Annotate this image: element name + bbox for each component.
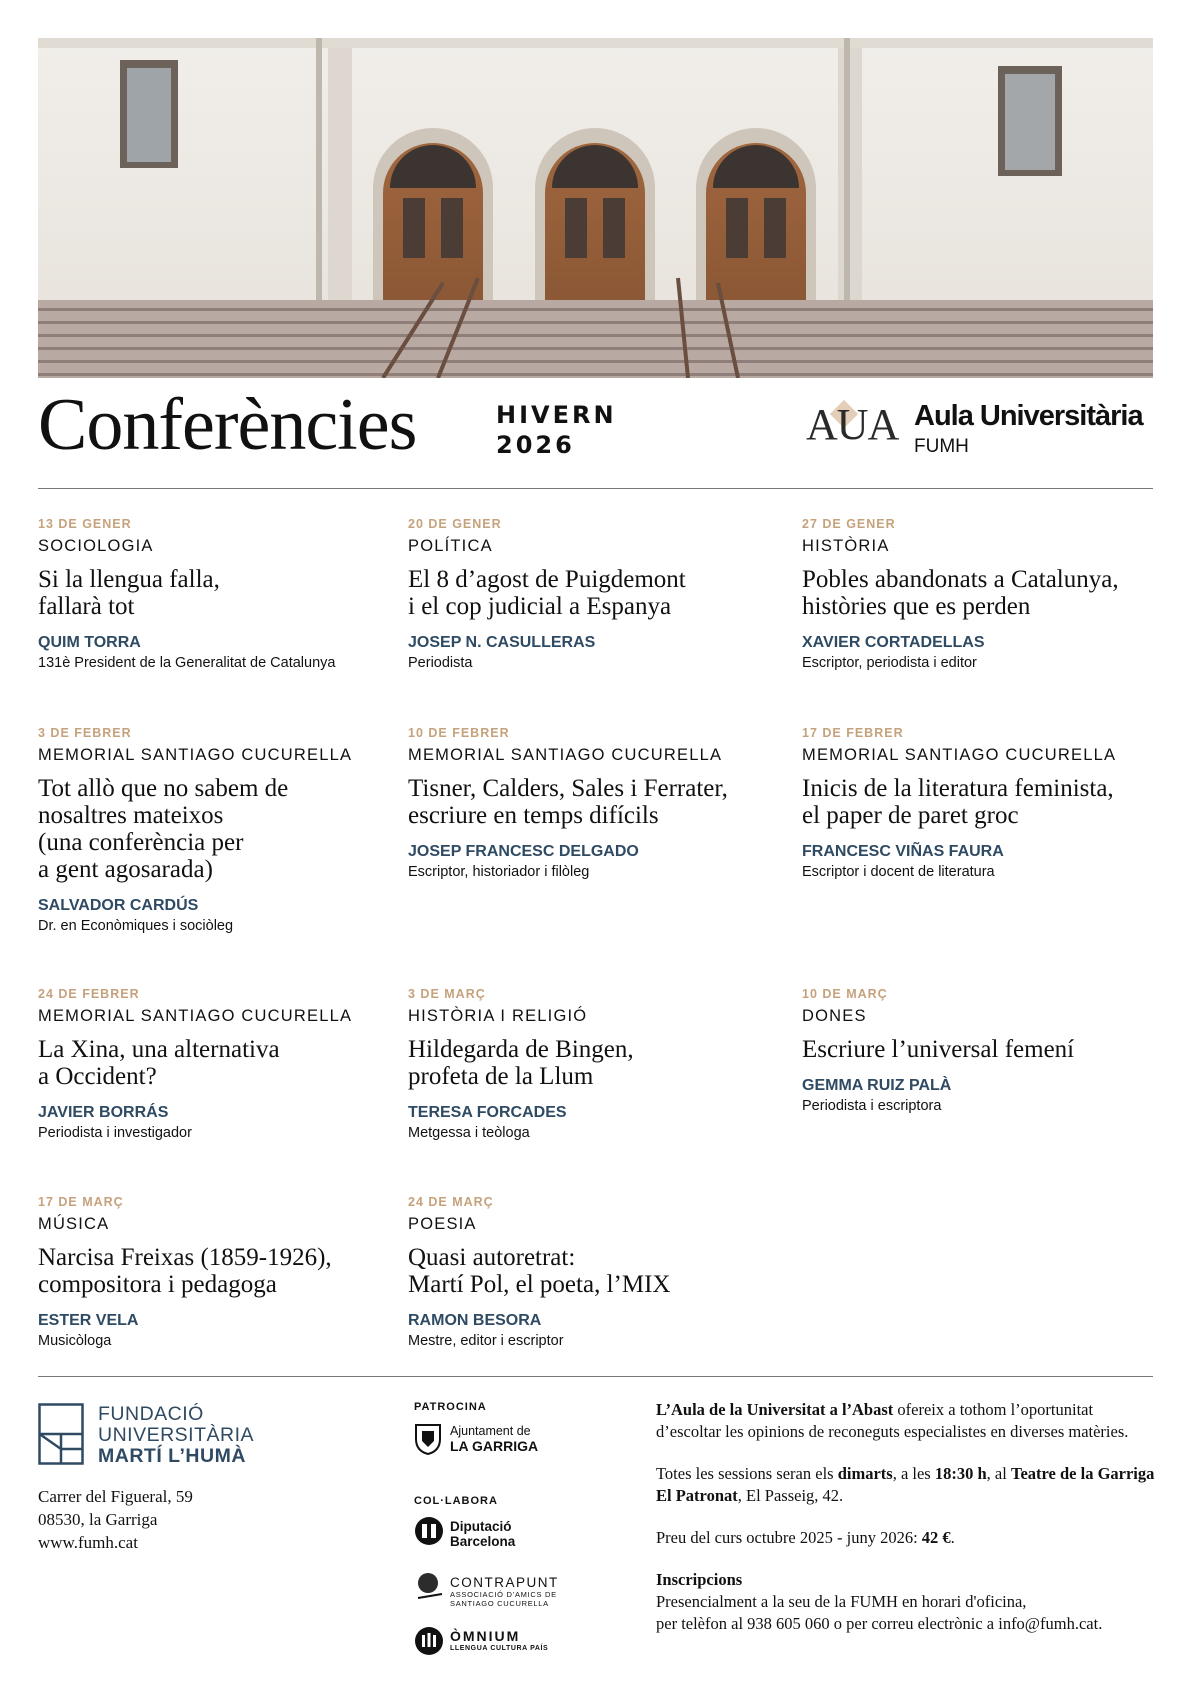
event-speaker: TERESA FORCADES — [408, 1104, 567, 1121]
event-speaker-role: Periodista i investigador — [38, 1125, 192, 1141]
event-title: Tot allò que no sabem de nosaltres mateixos (una conferència per a gent agosarada) — [38, 775, 289, 883]
address-city: 08530, la Garriga — [38, 1510, 158, 1529]
event-speaker-role: Escriptor i docent de literatura — [802, 864, 995, 880]
event-title: Pobles abandonats a Catalunya, històries que es perden — [802, 566, 1119, 620]
event-speaker-role: Escriptor, historiador i filòleg — [408, 864, 590, 880]
ajuntament-line: Ajuntament de — [450, 1424, 531, 1438]
event-date: 27 DE GENER — [802, 517, 896, 531]
diputacio-line: Barcelona — [450, 1534, 516, 1549]
event-title: Narcisa Freixas (1859-1926), compositora i pedagoga — [38, 1244, 332, 1298]
info-block — [656, 1399, 1156, 1635]
ajuntament-line: LA GARRIGA — [450, 1438, 539, 1454]
info-schedule — [656, 1463, 1156, 1507]
header-photo — [38, 38, 1153, 378]
event-card — [38, 725, 388, 935]
event-title: Tisner, Calders, Sales i Ferrater, escriure en temps difícils — [408, 775, 728, 829]
event-card — [38, 516, 388, 672]
info-text: , al — [986, 1464, 1011, 1483]
contrapunt-dot-icon — [414, 1572, 444, 1602]
event-speaker: FRANCESC VIÑAS FAURA — [802, 843, 1004, 860]
event-card — [408, 516, 758, 672]
ajuntament-text — [450, 1424, 538, 1454]
omnium-icon — [414, 1626, 444, 1656]
event-date: 17 DE MARÇ — [38, 1195, 124, 1209]
event-category: MEMORIAL SANTIAGO CUCURELLA — [38, 1007, 353, 1025]
event-category: MÚSICA — [38, 1215, 110, 1233]
event-title: Escriure l’universal femení — [802, 1036, 1075, 1063]
event-date: 24 DE FEBRER — [38, 987, 140, 1001]
event-speaker: GEMMA RUIZ PALÀ — [802, 1077, 952, 1094]
event-card — [408, 1194, 758, 1350]
address-street: Carrer del Figueral, 59 — [38, 1487, 193, 1506]
event-category: MEMORIAL SANTIAGO CUCURELLA — [38, 746, 353, 764]
shield-icon — [414, 1421, 442, 1455]
info-text: , El Passeig, 42. — [737, 1486, 844, 1505]
diputacio-seal-icon — [414, 1516, 444, 1546]
event-category: HISTÒRIA — [802, 537, 890, 555]
event-date: 24 DE MARÇ — [408, 1195, 494, 1209]
event-date: 17 DE FEBRER — [802, 726, 904, 740]
event-card — [408, 986, 758, 1142]
event-speaker-role: Periodista — [408, 655, 473, 671]
footer-divider — [38, 1376, 1153, 1377]
event-card — [38, 986, 388, 1142]
info-venue: Teatre de la Garriga El Patronat — [656, 1464, 1155, 1505]
diputacio-line: Diputació — [450, 1519, 512, 1534]
contrapunt-line: CONTRAPUNT — [450, 1575, 559, 1590]
event-category: MEMORIAL SANTIAGO CUCURELLA — [802, 746, 1117, 764]
patrocina-label: PATROCINA — [414, 1401, 487, 1413]
aua-logo-text: AUA — [806, 400, 899, 449]
event-date: 13 DE GENER — [38, 517, 132, 531]
event-title: El 8 d’agost de Puigdemont i el cop judicial a Espanya — [408, 566, 686, 620]
event-speaker-role: Periodista i escriptora — [802, 1098, 942, 1114]
season-year: 2026 — [496, 431, 575, 459]
omnium-text — [450, 1629, 548, 1653]
event-category: POESIA — [408, 1215, 477, 1233]
event-category: POLÍTICA — [408, 537, 493, 555]
event-speaker-role: Musicòloga — [38, 1333, 112, 1349]
event-category: MEMORIAL SANTIAGO CUCURELLA — [408, 746, 723, 764]
header-divider — [38, 488, 1153, 489]
event-title: Si la llengua falla, fallarà tot — [38, 566, 220, 620]
brand-name: Aula Universitària — [914, 400, 1143, 432]
omnium-line: ÒMNIUM — [450, 1628, 521, 1644]
info-day: dimarts — [837, 1464, 893, 1483]
omnium-line: LLENGUA CULTURA PAÍS — [450, 1645, 549, 1652]
event-card — [408, 725, 758, 881]
info-price — [656, 1527, 1156, 1549]
event-card — [802, 986, 1152, 1115]
fundacio-line: UNIVERSITÀRIA — [98, 1424, 255, 1446]
page-title: Conferències — [38, 384, 417, 466]
contrapunt-line: ASSOCIACIÓ D’AMICS DE — [450, 1590, 557, 1599]
event-card — [802, 516, 1152, 672]
event-speaker: JOSEP N. CASULLERAS — [408, 634, 596, 651]
event-date: 10 DE MARÇ — [802, 987, 888, 1001]
registration-title: Inscripcions — [656, 1570, 743, 1589]
season-label — [496, 400, 617, 460]
info-text: , a les — [892, 1464, 935, 1483]
event-speaker: ESTER VELA — [38, 1312, 139, 1329]
contrapunt-line: SANTIAGO CUCURELLA — [450, 1599, 549, 1608]
collabora-label: COL·LABORA — [414, 1495, 498, 1507]
event-title: Hildegarda de Bingen, profeta de la Llum — [408, 1036, 634, 1090]
event-speaker: QUIM TORRA — [38, 634, 141, 651]
fumh-mark-icon — [38, 1403, 84, 1465]
event-speaker-role: Dr. en Econòmiques i sociòleg — [38, 918, 234, 934]
event-speaker-role: Mestre, editor i escriptor — [408, 1333, 564, 1349]
event-speaker: JOSEP FRANCESC DELGADO — [408, 843, 639, 860]
info-registration — [656, 1569, 1156, 1635]
diputacio-text — [450, 1519, 515, 1549]
event-category: SOCIOLOGIA — [38, 537, 154, 555]
event-speaker: SALVADOR CARDÚS — [38, 897, 199, 914]
event-title: Inicis de la literatura feminista, el paper de paret groc — [802, 775, 1114, 829]
info-time: 18:30 h — [934, 1464, 987, 1483]
info-intro-text: ofereix a tothom l’oportunitat d’escoltar les opinions de reconeguts especialistes en diverses matèries. — [656, 1400, 1129, 1441]
event-category: DONES — [802, 1007, 867, 1025]
fundacio-line: MARTÍ L’HUMÀ — [98, 1445, 246, 1467]
website-link[interactable]: www.fumh.cat — [38, 1533, 138, 1552]
event-category: HISTÒRIA I RELIGIÓ — [408, 1007, 588, 1025]
event-speaker-role: Metgessa i teòloga — [408, 1125, 530, 1141]
price-value: 42 € — [921, 1528, 951, 1547]
event-speaker: JAVIER BORRÁS — [38, 1104, 169, 1121]
info-intro — [656, 1399, 1156, 1443]
event-date: 10 DE FEBRER — [408, 726, 510, 740]
registration-line: per telèfon al 938 605 060 o per correu electrònic a info@fumh.cat. — [656, 1614, 1103, 1633]
event-card — [802, 725, 1152, 881]
contrapunt-text — [450, 1575, 559, 1608]
event-speaker: RAMON BESORA — [408, 1312, 542, 1329]
fundacio-name — [98, 1404, 254, 1467]
info-text: . — [950, 1528, 955, 1547]
event-card — [38, 1194, 388, 1350]
fundacio-line: FUNDACIÓ — [98, 1403, 204, 1425]
event-date: 20 DE GENER — [408, 517, 502, 531]
event-date: 3 DE FEBRER — [38, 726, 132, 740]
address-block — [38, 1485, 193, 1554]
building-facade-image — [38, 38, 1153, 378]
event-speaker: XAVIER CORTADELLAS — [802, 634, 985, 651]
registration-line: Presencialment a la seu de la FUMH en horari d'oficina, — [656, 1592, 1027, 1611]
aua-logo — [806, 400, 898, 450]
season-name: HIVERN — [496, 401, 617, 429]
event-speaker-role: Escriptor, periodista i editor — [802, 655, 977, 671]
event-date: 3 DE MARÇ — [408, 987, 486, 1001]
info-text: Totes les sessions seran els — [656, 1464, 838, 1483]
brand-subtitle: FUMH — [914, 436, 969, 457]
info-text: Preu del curs octubre 2025 - juny 2026: — [656, 1528, 922, 1547]
info-intro-bold: L’Aula de la Universitat a l’Abast — [656, 1400, 894, 1419]
event-title: La Xina, una alternativa a Occident? — [38, 1036, 280, 1090]
event-title: Quasi autoretrat: Martí Pol, el poeta, l’MIX — [408, 1244, 671, 1298]
event-speaker-role: 131è President de la Generalitat de Catalunya — [38, 655, 336, 671]
